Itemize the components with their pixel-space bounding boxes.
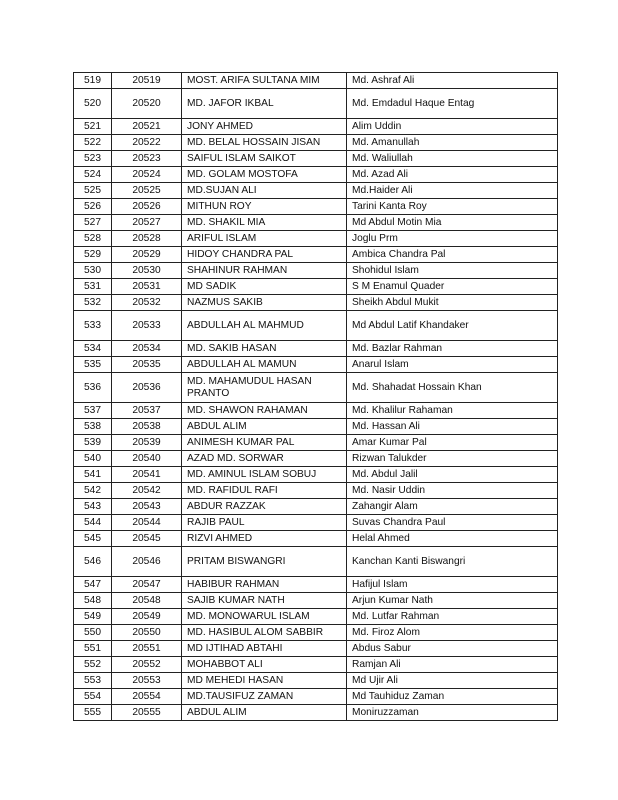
table-row — [74, 705, 558, 721]
roll-id-cell: 20549 — [112, 609, 182, 625]
student-name-cell: RAJIB PAUL — [182, 515, 347, 531]
roll-id-cell: 20553 — [112, 673, 182, 689]
roll-id-cell: 20555 — [112, 705, 182, 721]
student-name-cell: MOST. ARIFA SULTANA MIM — [182, 73, 347, 89]
table-row — [74, 531, 558, 547]
table-row — [74, 609, 558, 625]
student-name-cell: ABDUR RAZZAK — [182, 499, 347, 515]
serial-number-cell: 525 — [74, 183, 112, 199]
table-row — [74, 689, 558, 705]
roll-id-cell: 20535 — [112, 357, 182, 373]
student-name-cell: ABDULLAH AL MAHMUD — [182, 311, 347, 341]
student-name-cell: MD. SHAKIL MIA — [182, 215, 347, 231]
table-row — [74, 135, 558, 151]
serial-number-cell: 553 — [74, 673, 112, 689]
table-row — [74, 435, 558, 451]
serial-number-cell: 544 — [74, 515, 112, 531]
roll-id-cell: 20543 — [112, 499, 182, 515]
student-name-cell: ABDUL ALIM — [182, 419, 347, 435]
roll-id-cell: 20552 — [112, 657, 182, 673]
serial-number-cell: 549 — [74, 609, 112, 625]
serial-number-cell: 532 — [74, 295, 112, 311]
father-name-cell: Md. Abdul Jalil — [347, 467, 558, 483]
father-name-cell: S M Enamul Quader — [347, 279, 558, 295]
serial-number-cell: 526 — [74, 199, 112, 215]
student-name-cell: SHAHINUR RAHMAN — [182, 263, 347, 279]
student-name-cell: MD. JAFOR IKBAL — [182, 89, 347, 119]
father-name-cell: Tarini Kanta Roy — [347, 199, 558, 215]
student-name-cell: RIZVI AHMED — [182, 531, 347, 547]
father-name-cell: Md. Khalilur Rahaman — [347, 403, 558, 419]
father-name-cell: Md.Haider Ali — [347, 183, 558, 199]
father-name-cell: Md. Nasir Uddin — [347, 483, 558, 499]
records-table-body — [74, 73, 558, 721]
table-row — [74, 73, 558, 89]
table-row — [74, 403, 558, 419]
roll-id-cell: 20531 — [112, 279, 182, 295]
serial-number-cell: 530 — [74, 263, 112, 279]
roll-id-cell: 20530 — [112, 263, 182, 279]
table-row — [74, 419, 558, 435]
table-row — [74, 183, 558, 199]
roll-id-cell: 20551 — [112, 641, 182, 657]
serial-number-cell: 541 — [74, 467, 112, 483]
serial-number-cell: 554 — [74, 689, 112, 705]
roll-id-cell: 20538 — [112, 419, 182, 435]
father-name-cell: Md. Azad Ali — [347, 167, 558, 183]
table-row — [74, 279, 558, 295]
student-name-cell: JONY AHMED — [182, 119, 347, 135]
serial-number-cell: 538 — [74, 419, 112, 435]
roll-id-cell: 20523 — [112, 151, 182, 167]
serial-number-cell: 539 — [74, 435, 112, 451]
father-name-cell: Ramjan Ali — [347, 657, 558, 673]
roll-id-cell: 20529 — [112, 247, 182, 263]
serial-number-cell: 528 — [74, 231, 112, 247]
roll-id-cell: 20537 — [112, 403, 182, 419]
serial-number-cell: 542 — [74, 483, 112, 499]
serial-number-cell: 524 — [74, 167, 112, 183]
table-row — [74, 311, 558, 341]
serial-number-cell: 535 — [74, 357, 112, 373]
serial-number-cell: 552 — [74, 657, 112, 673]
father-name-cell: Ambica Chandra Pal — [347, 247, 558, 263]
roll-id-cell: 20524 — [112, 167, 182, 183]
serial-number-cell: 540 — [74, 451, 112, 467]
roll-id-cell: 20533 — [112, 311, 182, 341]
roll-id-cell: 20541 — [112, 467, 182, 483]
serial-number-cell: 533 — [74, 311, 112, 341]
roll-id-cell: 20547 — [112, 577, 182, 593]
serial-number-cell: 548 — [74, 593, 112, 609]
father-name-cell: Md Tauhiduz Zaman — [347, 689, 558, 705]
roll-id-cell: 20521 — [112, 119, 182, 135]
father-name-cell: Alim Uddin — [347, 119, 558, 135]
serial-number-cell: 523 — [74, 151, 112, 167]
father-name-cell: Hafijul Islam — [347, 577, 558, 593]
table-row — [74, 167, 558, 183]
table-row — [74, 515, 558, 531]
roll-id-cell: 20528 — [112, 231, 182, 247]
roll-id-cell: 20522 — [112, 135, 182, 151]
father-name-cell: Shohidul Islam — [347, 263, 558, 279]
father-name-cell: Md. Firoz Alom — [347, 625, 558, 641]
table-row — [74, 119, 558, 135]
serial-number-cell: 519 — [74, 73, 112, 89]
roll-id-cell: 20526 — [112, 199, 182, 215]
roll-id-cell: 20532 — [112, 295, 182, 311]
table-row — [74, 373, 558, 403]
table-row — [74, 593, 558, 609]
table-row — [74, 231, 558, 247]
serial-number-cell: 522 — [74, 135, 112, 151]
roll-id-cell: 20539 — [112, 435, 182, 451]
student-name-cell: SAIFUL ISLAM SAIKOT — [182, 151, 347, 167]
roll-id-cell: 20527 — [112, 215, 182, 231]
roll-id-cell: 20550 — [112, 625, 182, 641]
serial-number-cell: 546 — [74, 547, 112, 577]
table-row — [74, 625, 558, 641]
table-row — [74, 467, 558, 483]
father-name-cell: Md. Bazlar Rahman — [347, 341, 558, 357]
father-name-cell: Md. Hassan Ali — [347, 419, 558, 435]
table-row — [74, 199, 558, 215]
father-name-cell: Arjun Kumar Nath — [347, 593, 558, 609]
serial-number-cell: 531 — [74, 279, 112, 295]
table-row — [74, 151, 558, 167]
table-row — [74, 357, 558, 373]
father-name-cell: Md. Shahadat Hossain Khan — [347, 373, 558, 403]
serial-number-cell: 520 — [74, 89, 112, 119]
table-row — [74, 641, 558, 657]
student-name-cell: NAZMUS SAKIB — [182, 295, 347, 311]
student-name-cell: MD. BELAL HOSSAIN JISAN — [182, 135, 347, 151]
father-name-cell: Zahangir Alam — [347, 499, 558, 515]
father-name-cell: Joglu Prm — [347, 231, 558, 247]
father-name-cell: Rizwan Talukder — [347, 451, 558, 467]
student-name-cell: ARIFUL ISLAM — [182, 231, 347, 247]
father-name-cell: Moniruzzaman — [347, 705, 558, 721]
table-row — [74, 295, 558, 311]
table-row — [74, 547, 558, 577]
student-name-cell: MD. SHAWON RAHAMAN — [182, 403, 347, 419]
father-name-cell: Md. Lutfar Rahman — [347, 609, 558, 625]
father-name-cell: Md Abdul Latif Khandaker — [347, 311, 558, 341]
roll-id-cell: 20525 — [112, 183, 182, 199]
student-name-cell: MD. AMINUL ISLAM SOBUJ — [182, 467, 347, 483]
father-name-cell: Abdus Sabur — [347, 641, 558, 657]
student-name-cell: MD MEHEDI HASAN — [182, 673, 347, 689]
serial-number-cell: 536 — [74, 373, 112, 403]
student-name-cell: SAJIB KUMAR NATH — [182, 593, 347, 609]
serial-number-cell: 547 — [74, 577, 112, 593]
student-name-cell: MD. MAHAMUDUL HASAN PRANTO — [182, 373, 347, 403]
table-row — [74, 657, 558, 673]
table-row — [74, 577, 558, 593]
serial-number-cell: 550 — [74, 625, 112, 641]
student-name-cell: PRITAM BISWANGRI — [182, 547, 347, 577]
father-name-cell: Sheikh Abdul Mukit — [347, 295, 558, 311]
roll-id-cell: 20548 — [112, 593, 182, 609]
table-row — [74, 89, 558, 119]
father-name-cell: Kanchan Kanti Biswangri — [347, 547, 558, 577]
student-name-cell: MD. GOLAM MOSTOFA — [182, 167, 347, 183]
roll-id-cell: 20520 — [112, 89, 182, 119]
table-row — [74, 499, 558, 515]
student-name-cell: AZAD MD. SORWAR — [182, 451, 347, 467]
student-name-cell: MD.TAUSIFUZ ZAMAN — [182, 689, 347, 705]
student-name-cell: ABDUL ALIM — [182, 705, 347, 721]
serial-number-cell: 555 — [74, 705, 112, 721]
serial-number-cell: 543 — [74, 499, 112, 515]
serial-number-cell: 534 — [74, 341, 112, 357]
serial-number-cell: 529 — [74, 247, 112, 263]
student-name-cell: HABIBUR RAHMAN — [182, 577, 347, 593]
serial-number-cell: 545 — [74, 531, 112, 547]
student-name-cell: MD. MONOWARUL ISLAM — [182, 609, 347, 625]
roll-id-cell: 20545 — [112, 531, 182, 547]
student-name-cell: MITHUN ROY — [182, 199, 347, 215]
serial-number-cell: 537 — [74, 403, 112, 419]
student-name-cell: ANIMESH KUMAR PAL — [182, 435, 347, 451]
roll-id-cell: 20546 — [112, 547, 182, 577]
roll-id-cell: 20536 — [112, 373, 182, 403]
serial-number-cell: 551 — [74, 641, 112, 657]
student-name-cell: MOHABBOT ALI — [182, 657, 347, 673]
table-row — [74, 215, 558, 231]
father-name-cell: Amar Kumar Pal — [347, 435, 558, 451]
student-name-cell: HIDOY CHANDRA PAL — [182, 247, 347, 263]
father-name-cell: Suvas Chandra Paul — [347, 515, 558, 531]
father-name-cell: Md. Ashraf Ali — [347, 73, 558, 89]
records-table — [73, 72, 558, 721]
table-row — [74, 451, 558, 467]
father-name-cell: Helal Ahmed — [347, 531, 558, 547]
student-name-cell: MD. SAKIB HASAN — [182, 341, 347, 357]
roll-id-cell: 20540 — [112, 451, 182, 467]
table-row — [74, 247, 558, 263]
father-name-cell: Md Ujir Ali — [347, 673, 558, 689]
student-name-cell: MD.SUJAN ALI — [182, 183, 347, 199]
roll-id-cell: 20554 — [112, 689, 182, 705]
father-name-cell: Md Abdul Motin Mia — [347, 215, 558, 231]
roll-id-cell: 20544 — [112, 515, 182, 531]
serial-number-cell: 521 — [74, 119, 112, 135]
student-name-cell: MD. RAFIDUL RAFI — [182, 483, 347, 499]
father-name-cell: Anarul Islam — [347, 357, 558, 373]
student-name-cell: ABDULLAH AL MAMUN — [182, 357, 347, 373]
father-name-cell: Md. Emdadul Haque Entag — [347, 89, 558, 119]
table-row — [74, 673, 558, 689]
roll-id-cell: 20519 — [112, 73, 182, 89]
student-name-cell: MD. HASIBUL ALOM SABBIR — [182, 625, 347, 641]
serial-number-cell: 527 — [74, 215, 112, 231]
student-name-cell: MD IJTIHAD ABTAHI — [182, 641, 347, 657]
table-row — [74, 263, 558, 279]
roll-id-cell: 20542 — [112, 483, 182, 499]
father-name-cell: Md. Amanullah — [347, 135, 558, 151]
student-name-cell: MD SADIK — [182, 279, 347, 295]
table-row — [74, 483, 558, 499]
roll-id-cell: 20534 — [112, 341, 182, 357]
table-row — [74, 341, 558, 357]
father-name-cell: Md. Waliullah — [347, 151, 558, 167]
